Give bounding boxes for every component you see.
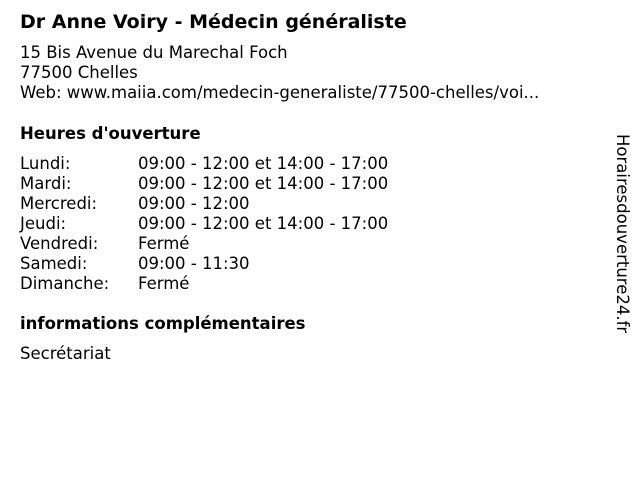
day-label: Mercredi: [20, 194, 98, 213]
additional-info-heading: informations complémentaires [20, 314, 306, 333]
site-watermark [612, 134, 632, 344]
city-address: 77500 Chelles [20, 63, 138, 82]
opening-hours-table [20, 154, 440, 294]
hours-value: 09:00 - 11:30 [138, 254, 250, 273]
hours-value: 09:00 - 12:00 et 14:00 - 17:00 [138, 154, 389, 173]
day-label: Mardi: [20, 174, 72, 193]
watermark-text: Horairesdouverture24.fr [613, 134, 632, 334]
hours-row-sunday [20, 274, 440, 294]
day-label: Lundi: [20, 154, 71, 173]
hours-row-thursday [20, 214, 440, 234]
hours-value: 09:00 - 12:00 et 14:00 - 17:00 [138, 214, 389, 233]
day-label: Jeudi: [20, 214, 67, 233]
additional-info-text: Secrétariat [20, 344, 111, 363]
day-label: Samedi: [20, 254, 88, 273]
page-title: Dr Anne Voiry - Médecin généraliste [20, 11, 407, 33]
hours-row-saturday [20, 254, 440, 274]
hours-row-friday [20, 234, 440, 254]
hours-row-wednesday [20, 194, 440, 214]
address-block [20, 43, 539, 103]
opening-hours-heading: Heures d'ouverture [20, 124, 201, 143]
hours-value: Fermé [138, 234, 190, 253]
hours-value: Fermé [138, 274, 190, 293]
hours-value: 09:00 - 12:00 [138, 194, 250, 213]
website-link[interactable]: Web: www.maiia.com/medecin-generaliste/77500-chelles/voi... [20, 83, 540, 102]
day-label: Vendredi: [20, 234, 99, 253]
hours-value: 09:00 - 12:00 et 14:00 - 17:00 [138, 174, 389, 193]
day-label: Dimanche: [20, 274, 110, 293]
hours-row-monday [20, 154, 440, 174]
hours-row-tuesday [20, 174, 440, 194]
street-address: 15 Bis Avenue du Marechal Foch [20, 43, 288, 62]
